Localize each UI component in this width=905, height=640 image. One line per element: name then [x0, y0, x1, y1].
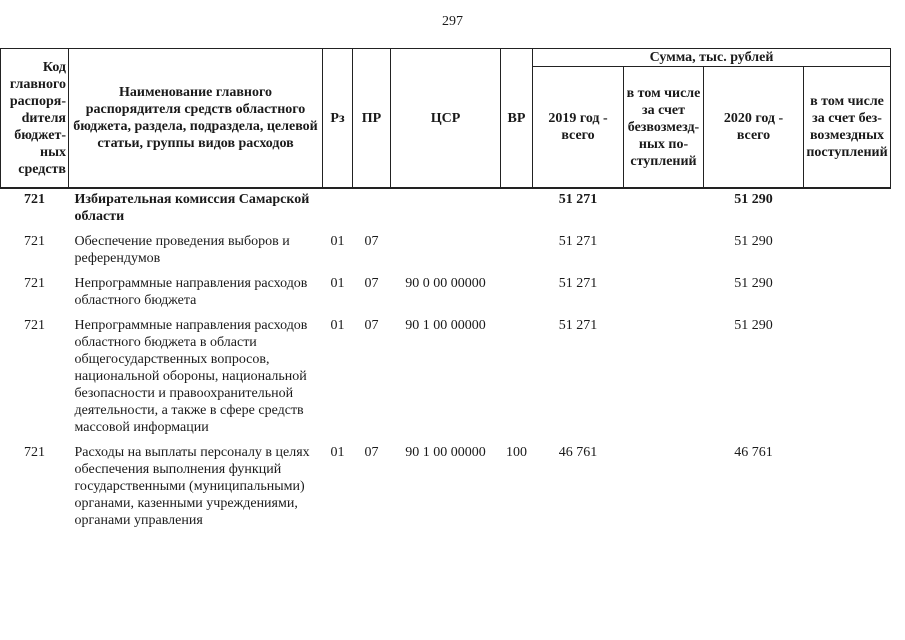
- cell-pr: 07: [364, 234, 379, 249]
- budget-table: [0, 48, 891, 535]
- cell-pr: 07: [364, 318, 379, 333]
- cell-rz: 01: [330, 276, 345, 291]
- cell-rz: 01: [330, 318, 345, 333]
- cell-2019-grants: [624, 188, 704, 231]
- cell-vr: [501, 188, 533, 231]
- cell-pr: 07: [364, 276, 379, 291]
- cell-csr: 90 0 00 00000: [405, 276, 486, 291]
- cell-code: 721: [24, 276, 45, 291]
- cell-2020-total: 51 290: [734, 276, 773, 291]
- cell-2019-grants: [624, 442, 704, 535]
- header-2019-grants: в том числе за счет безвозмездных поступлений: [624, 67, 704, 189]
- cell-2020-grants: [804, 188, 891, 231]
- page-number: 297: [442, 14, 463, 29]
- cell-2019-grants: [624, 231, 704, 273]
- table-row: [1, 188, 891, 231]
- cell-2019-total: 51 271: [558, 276, 598, 291]
- cell-pr: [353, 188, 391, 231]
- cell-code: 721: [24, 318, 45, 333]
- cell-vr: [501, 231, 533, 273]
- table-row: [1, 273, 891, 315]
- header-vr: ВР: [501, 49, 533, 189]
- header-2020-total: 2020 год - всего: [704, 67, 804, 189]
- cell-rz: 01: [330, 445, 345, 460]
- header-rz: Рз: [323, 49, 353, 189]
- header-2020-grants: в том числе за счет безвозмездных поступлений: [804, 67, 891, 189]
- cell-vr: [501, 273, 533, 315]
- cell-pr: 07: [364, 445, 379, 460]
- cell-2020-grants: [804, 315, 891, 442]
- cell-name: Обеспечение проведения выборов и референдумов: [74, 234, 290, 266]
- cell-csr: 90 1 00 00000: [405, 318, 486, 333]
- header-name: Наименование главного распорядителя средств областного бюджета, раздела, подраздела, целевой статьи, группы видов расходов: [69, 49, 323, 189]
- cell-name: Непрограммные направления расходов областного бюджета в области общегосударственных вопросов, национальной обороны, национальной безопасности и правоохранительной деятельности, а также в сфере средств массовой информации: [74, 318, 308, 435]
- cell-vr: [501, 315, 533, 442]
- cell-csr: 90 1 00 00000: [405, 445, 486, 460]
- cell-2019-total: 46 761: [558, 445, 598, 460]
- cell-name: Непрограммные направления расходов областного бюджета: [74, 276, 308, 308]
- header-sum: Сумма, тыс. рублей: [533, 49, 891, 67]
- cell-code: 721: [24, 445, 45, 460]
- cell-vr: 100: [506, 445, 527, 460]
- cell-2020-total: 51 290: [734, 318, 773, 333]
- cell-name: Избирательная комиссия Самарской области: [69, 188, 323, 231]
- cell-2019-total: 51 271: [558, 318, 598, 333]
- cell-csr: [391, 188, 501, 231]
- cell-2020-total: 51 290: [704, 188, 804, 231]
- cell-name: Расходы на выплаты персоналу в целях обеспечения выполнения функций государственными (муниципальными) органами, казенными учреждениями, органами управления: [74, 445, 310, 528]
- cell-2020-grants: [804, 442, 891, 535]
- table-row: [1, 231, 891, 273]
- cell-code: 721: [1, 188, 69, 231]
- cell-2020-total: 51 290: [734, 234, 773, 249]
- cell-2019-grants: [624, 273, 704, 315]
- header-code: Код главного распоряdителя бюджетных средств: [1, 49, 69, 189]
- cell-2020-total: 46 761: [734, 445, 773, 460]
- cell-rz: 01: [330, 234, 345, 249]
- cell-code: 721: [24, 234, 45, 249]
- cell-csr: [391, 231, 501, 273]
- cell-2020-grants: [804, 231, 891, 273]
- header-2019-total: 2019 год - всего: [533, 67, 624, 189]
- table-row: [1, 442, 891, 535]
- cell-2019-grants: [624, 315, 704, 442]
- header-csr: ЦСР: [391, 49, 501, 189]
- cell-2019-total: 51 271: [558, 234, 598, 249]
- cell-rz: [323, 188, 353, 231]
- header-pr: ПР: [353, 49, 391, 189]
- table-row: [1, 315, 891, 442]
- cell-2019-total: 51 271: [533, 188, 624, 231]
- cell-2020-grants: [804, 273, 891, 315]
